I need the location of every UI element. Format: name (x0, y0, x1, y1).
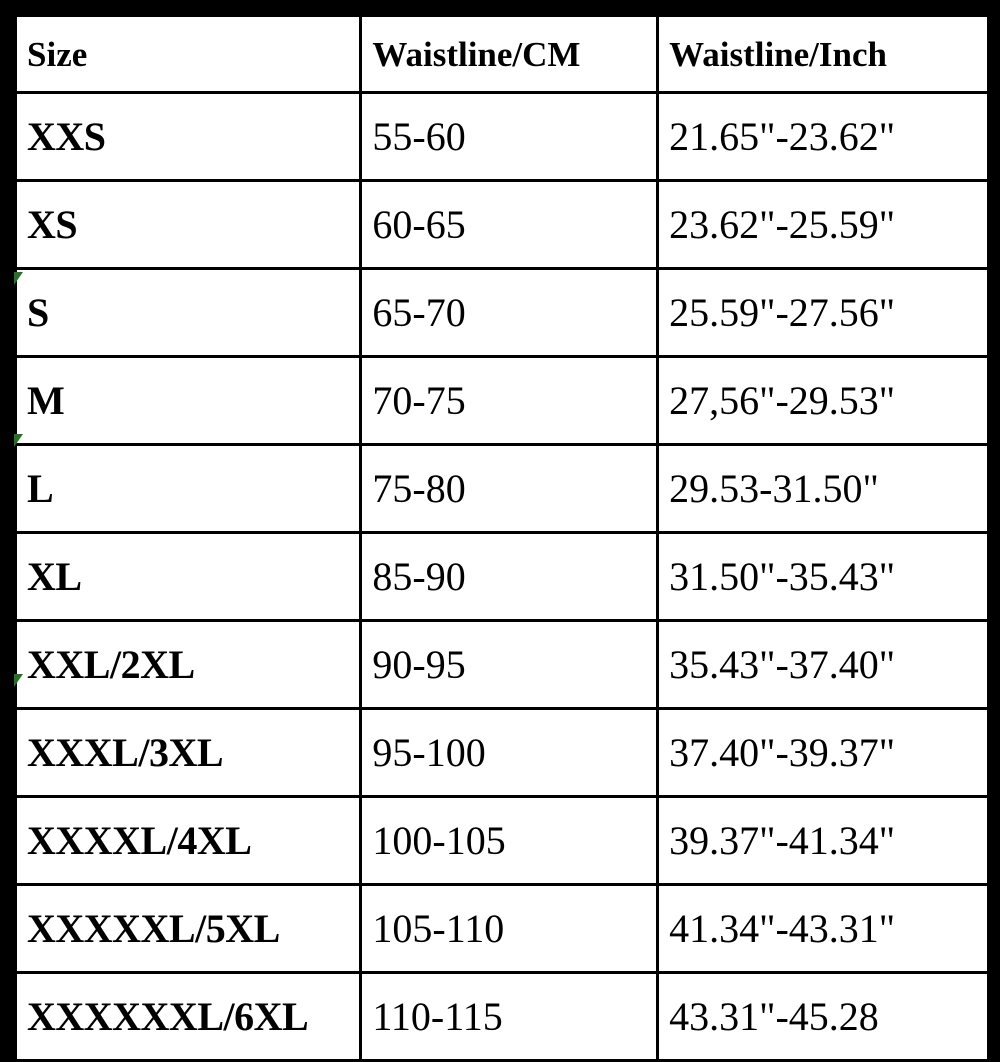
cell-size: XXXL/3XL (16, 709, 361, 797)
cell-waistline-cm: 75-80 (361, 445, 658, 533)
table-row (16, 797, 989, 885)
cell-waistline-cm: 65-70 (361, 269, 658, 357)
column-header-waistline-inch: Waistline/Inch (658, 16, 989, 93)
cell-waistline-cm: 110-115 (361, 973, 658, 1061)
cell-size: XXXXXL/5XL (16, 885, 361, 973)
cell-waistline-cm: 100-105 (361, 797, 658, 885)
cell-size: XXXXL/4XL (16, 797, 361, 885)
table-row (16, 621, 989, 709)
table-row (16, 533, 989, 621)
table-header-row (16, 16, 989, 93)
column-header-waistline-cm: Waistline/CM (361, 16, 658, 93)
cell-size: XS (16, 181, 361, 269)
cell-waistline-cm: 60-65 (361, 181, 658, 269)
cell-waistline-inch: 31.50"-35.43" (658, 533, 989, 621)
cell-size: M (16, 357, 361, 445)
cell-waistline-cm: 95-100 (361, 709, 658, 797)
table-row (16, 357, 989, 445)
cell-size: XXS (16, 93, 361, 181)
cell-waistline-inch: 35.43"-37.40" (658, 621, 989, 709)
size-chart-container (14, 14, 990, 1039)
table-row (16, 445, 989, 533)
cell-waistline-cm: 85-90 (361, 533, 658, 621)
table-row (16, 885, 989, 973)
cell-waistline-inch: 43.31"-45.28 (658, 973, 989, 1061)
table-row (16, 269, 989, 357)
cell-waistline-cm: 90-95 (361, 621, 658, 709)
cell-size: XL (16, 533, 361, 621)
cell-waistline-inch: 37.40"-39.37" (658, 709, 989, 797)
cell-size: XXXXXXL/6XL (16, 973, 361, 1061)
cell-size: L (16, 445, 361, 533)
cell-waistline-inch: 25.59"-27.56" (658, 269, 989, 357)
cell-waistline-cm: 70-75 (361, 357, 658, 445)
table-row (16, 93, 989, 181)
cell-size: S (16, 269, 361, 357)
size-chart-table (14, 14, 990, 1062)
table-row (16, 973, 989, 1061)
cell-waistline-cm: 105-110 (361, 885, 658, 973)
column-header-size: Size (16, 16, 361, 93)
cell-size: XXL/2XL (16, 621, 361, 709)
table-row (16, 181, 989, 269)
cell-waistline-cm: 55-60 (361, 93, 658, 181)
cell-waistline-inch: 29.53-31.50" (658, 445, 989, 533)
table-row (16, 709, 989, 797)
cell-waistline-inch: 41.34"-43.31" (658, 885, 989, 973)
cell-waistline-inch: 21.65"-23.62" (658, 93, 989, 181)
cell-waistline-inch: 23.62"-25.59" (658, 181, 989, 269)
cell-waistline-inch: 27,56"-29.53" (658, 357, 989, 445)
cell-waistline-inch: 39.37"-41.34" (658, 797, 989, 885)
